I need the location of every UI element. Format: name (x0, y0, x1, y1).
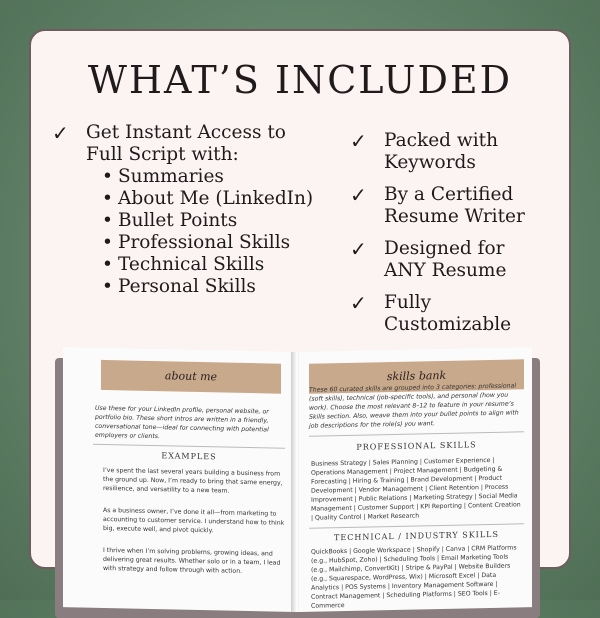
feature-line: Fully (384, 292, 432, 313)
left-page-paragraph: As a business owner, I’ve done it all—from marketing to accounting to customer service. I understand how to think big, execute well, and pivot quickly. (103, 506, 285, 535)
list-item: • Bullet Points (102, 210, 352, 232)
left-page-intro: Use these for your LinkedIn profile, personal website, or portfolio bio. These short intros are written in a friendly, conversational tone—ideal for connecting with potential employers or clients. (95, 404, 269, 441)
list-item: • About Me (LinkedIn) (102, 188, 352, 210)
left-page-header (101, 360, 281, 394)
checkmark-icon: ✓ (52, 121, 69, 145)
feature-certified-writer (350, 184, 580, 228)
left-page (63, 347, 295, 612)
feature-line: Designed for (384, 238, 505, 259)
checkmark-icon: ✓ (350, 291, 367, 315)
feature-line: Full Script with: (86, 144, 239, 165)
technical-skills-list: QuickBooks | Google Workspace | Shopify | Canva | CRM Platforms (e.g., HubSpot, Zoho) | Scheduling Tools | Email Marketing Tools (e.g., Mailchimp, ConvertKit) | Stripe & PayPal | Website Builders (e.g., Squarespace, WordPress, Wix) | Microsoft Excel | Data Analytics | POS Systems | Inventory Management Software | Contract Management | Scheduling Platforms | SEO Tools | E-Commerce (311, 544, 517, 610)
script-contents-list (52, 166, 352, 298)
feature-line: By a Certified (384, 184, 514, 205)
right-page-heading: TECHNICAL / INDUSTRY SKILLS (334, 529, 499, 543)
list-item: • Professional Skills (102, 232, 352, 254)
list-item: • Personal Skills (102, 276, 352, 298)
feature-line: Get Instant Access to (86, 122, 286, 143)
feature-line: Keywords (384, 152, 476, 173)
feature-any-resume (350, 238, 580, 282)
page-title: WHAT’S INCLUDED (87, 58, 513, 102)
left-page-title: about me (164, 369, 218, 384)
checkmark-icon: ✓ (350, 129, 367, 153)
checkmark-icon: ✓ (350, 183, 367, 207)
right-page-intro: These 60 curated skills are grouped into 3 categories: professional (soft skills), technical (job-specific tools), and personal (how you work). Choose the most relevant 8–12 to feature in your resume’s Skills section. Also, weave them into your bullet points to align with job descriptions for the role(s) you want. (309, 382, 519, 430)
professional-skills-list: Business Strategy | Sales Planning | Customer Experience | Operations Management | Project Management | Budgeting & Forecasting | Hiring & Training | Brand Development | Product Development | Vendor Management | Client Retention | Process Improvement | Public Relations | Marketing Strategy | Social Media Management | Customer Support | KPI Reporting | Content Creation | Quality Control | Market Research (311, 456, 521, 522)
divider (309, 431, 524, 437)
list-item: • Summaries (102, 166, 352, 188)
right-page (299, 347, 532, 612)
feature-line: Customizable (384, 314, 512, 335)
feature-keywords (350, 130, 580, 174)
checkmark-icon: ✓ (350, 237, 367, 261)
feature-line: Packed with (384, 130, 498, 151)
left-feature-column (52, 122, 352, 298)
feature-instant-access (52, 122, 352, 166)
divider (309, 523, 524, 529)
left-page-paragraph: I thrive when I’m solving problems, growing ideas, and delivering great results. Whether solo or in a team, I lead with strategy and follow through with action. (103, 546, 281, 575)
right-feature-column (350, 130, 580, 346)
feature-customizable (350, 292, 580, 336)
left-page-heading: EXAMPLES (161, 451, 217, 462)
feature-line: ANY Resume (384, 260, 507, 281)
divider (93, 444, 285, 449)
feature-line: Resume Writer (384, 206, 525, 227)
left-page-paragraph: I’ve spent the last several years building a business from the ground up. Now, I’m ready to bring that same energy, resilience, and versatility to a new team. (103, 466, 283, 495)
right-page-title: skills bank (386, 368, 447, 384)
open-book-mockup (55, 352, 540, 612)
list-item: • Technical Skills (102, 254, 352, 276)
right-page-heading: PROFESSIONAL SKILLS (356, 440, 477, 452)
